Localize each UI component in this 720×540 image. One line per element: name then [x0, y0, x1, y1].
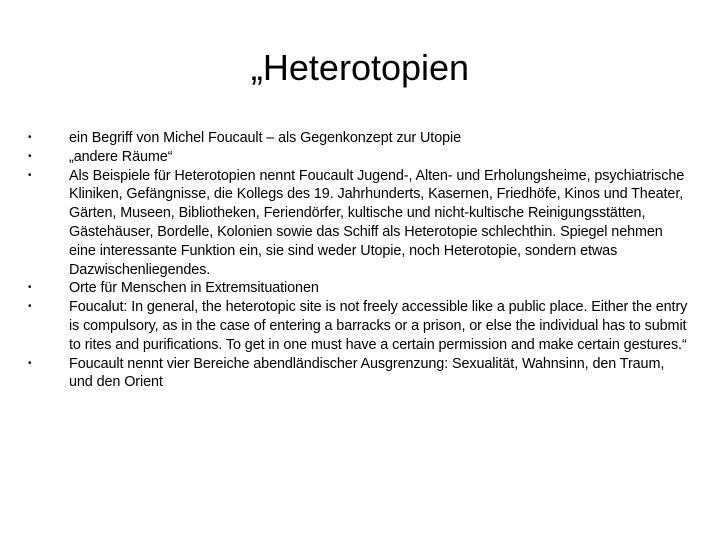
bullet-icon: • [28, 132, 32, 143]
bullet-icon: • [28, 169, 32, 181]
bullet-text: ein Begriff von Michel Foucault – als Gegenkonzept zur Utopie [69, 130, 461, 146]
bullet-text: „andere Räume“ [69, 148, 173, 165]
bullet-text: Als Beispiele für Heterotopien nennt Foucault Jugend-, Alten- und Erholungsheime, psychiatrische Kliniken, Gefängnisse, die Kollegs des 19. Jahrhunderts, Kasernen, Friedhöfe, Kinos und Theater, Gärten, Museen, Bibliotheken, Feriendörfer, kultische und nicht-kultische Reinigungsstätten, Gästehäuser, Bordelle, Kolonien sowie das Schiff als Heterotopie schlechthin. Spiegel nehmen eine interessante Funktion ein, sie sind weder Utopie, noch Heterotopie, sondern etwas Dazwischenliegendes. [69, 167, 685, 278]
bullet-item-ausgrenzung [28, 355, 688, 393]
bullet-icon: • [28, 301, 32, 313]
bullet-list [28, 129, 688, 392]
bullet-item-andere-raeume [28, 148, 688, 167]
bullet-item-quote [28, 298, 688, 354]
bullet-text: Foucault nennt vier Bereiche abendländischer Ausgrenzung: Sexualität, Wahnsinn, den Traum, und den Orient [69, 355, 665, 391]
bullet-icon: • [28, 150, 32, 162]
bullet-item-extremsituationen [28, 279, 688, 298]
bullet-text: Orte für Menschen in Extremsituationen [69, 280, 319, 297]
slide-title: „Heterotopien [250, 47, 470, 88]
bullet-item-begriff [28, 129, 688, 148]
bullet-item-beispiele [28, 167, 688, 280]
bullet-text: Foucalut: In general, the heterotopic site is not freely accessible like a public place. Either the entry is compulsory, as in the case of entering a barracks or a prison, or else the individual has to submit to rites and purifications. To get in one must have a certain permission and make certain gestures.“ [69, 299, 688, 353]
bullet-icon: • [28, 282, 32, 294]
bullet-icon: • [28, 357, 32, 369]
